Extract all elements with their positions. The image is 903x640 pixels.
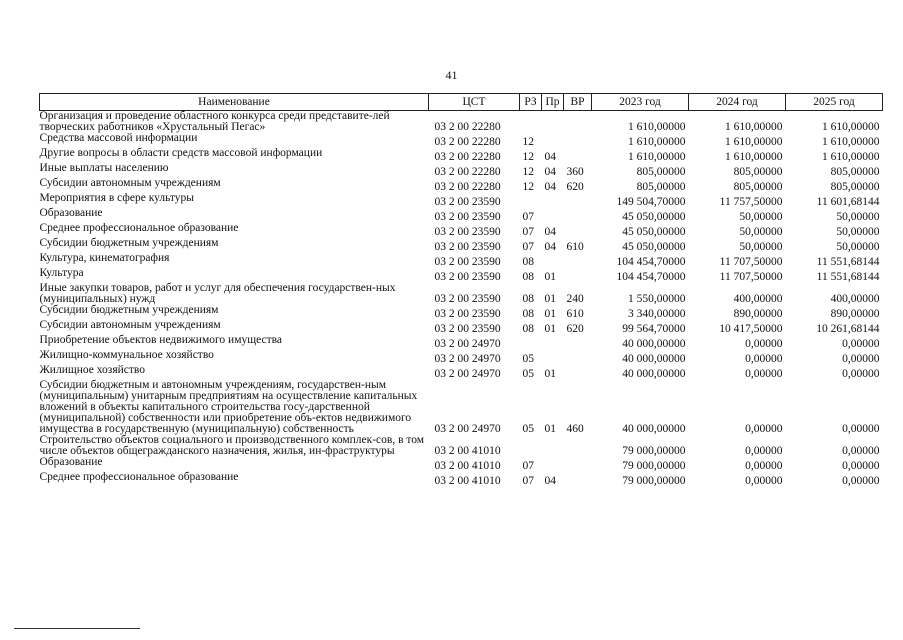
row-name: Среднее профессиональное образование [39, 471, 239, 483]
table-row [40, 268, 883, 283]
row-2024: 1 610,00000 [725, 121, 783, 133]
table-row [40, 435, 883, 457]
row-cst: 03 2 00 22280 [434, 166, 501, 178]
table-row [40, 365, 883, 380]
row-2023: 40 000,00000 [622, 423, 686, 435]
row-vr [564, 365, 592, 380]
row-2025: 0,00000 [842, 368, 880, 380]
row-cst: 03 2 00 22280 [434, 121, 501, 133]
row-cst: 03 2 00 23590 [434, 293, 501, 305]
row-name: Субсидии бюджетным учреждениям [39, 304, 219, 316]
row-2025: 10 261,68144 [816, 323, 880, 335]
row-vr: 620 [566, 323, 584, 335]
row-cst: 03 2 00 23590 [434, 308, 501, 320]
row-name: Культура [39, 267, 84, 279]
row-2024: 805,00000 [733, 166, 783, 178]
row-2024: 805,00000 [733, 181, 783, 193]
row-vr [564, 133, 592, 148]
table-row [40, 193, 883, 208]
header-cst: ЦСТ [429, 94, 520, 111]
row-cst: 03 2 00 24970 [434, 423, 501, 435]
row-pr [542, 208, 564, 223]
row-pr: 01 [544, 271, 556, 283]
row-2025: 0,00000 [842, 475, 880, 487]
row-rz: 08 [522, 256, 534, 268]
row-2025: 0,00000 [842, 445, 880, 457]
page-number: 41 [445, 68, 458, 82]
row-cst: 03 2 00 23590 [434, 241, 501, 253]
row-rz: 12 [522, 136, 534, 148]
table-row [40, 283, 883, 305]
header-vr: ВР [564, 94, 592, 111]
row-2025: 0,00000 [842, 460, 880, 472]
row-name: Средства массовой информации [39, 132, 198, 144]
table-row [40, 111, 883, 134]
row-2024: 0,00000 [745, 445, 783, 457]
table-row [40, 350, 883, 365]
row-cst: 03 2 00 24970 [434, 353, 501, 365]
row-2023: 40 000,00000 [622, 368, 686, 380]
table-row [40, 335, 883, 350]
row-pr: 01 [544, 293, 556, 305]
row-rz: 08 [522, 308, 534, 320]
row-name: Культура, кинематография [39, 252, 170, 264]
table-row [40, 148, 883, 163]
table-row [40, 380, 883, 435]
row-name: Организация и проведение областного конкурса среди представите-лей творческих работников «Хрустальный Пегас» [39, 110, 390, 133]
row-pr: 01 [544, 323, 556, 335]
row-vr [564, 472, 592, 487]
row-2025: 0,00000 [842, 338, 880, 350]
row-cst: 03 2 00 24970 [434, 338, 501, 350]
row-pr [542, 193, 564, 208]
row-2025: 400,00000 [830, 293, 880, 305]
row-2025: 50,00000 [836, 211, 880, 223]
table-row [40, 163, 883, 178]
row-vr [564, 208, 592, 223]
row-rz: 05 [522, 353, 534, 365]
row-2025: 11 551,68144 [816, 256, 880, 268]
row-2024: 400,00000 [733, 293, 783, 305]
row-2025: 805,00000 [830, 181, 880, 193]
row-2024: 11 757,50000 [719, 196, 783, 208]
row-2024: 0,00000 [745, 475, 783, 487]
row-vr [564, 435, 592, 457]
row-rz: 08 [522, 293, 534, 305]
row-rz [520, 335, 542, 350]
row-name: Мероприятия в сфере культуры [39, 192, 195, 204]
row-rz [520, 111, 542, 134]
row-pr [542, 350, 564, 365]
row-name: Субсидии автономным учреждениям [39, 319, 221, 331]
row-cst: 03 2 00 22280 [434, 151, 501, 163]
row-name: Субсидии бюджетным и автономным учреждениям, государствен-ным (муниципальным) унитарным предприятиям на осуществление капитальных вложений в объекты капитального строительства госу-дарственной (муниципальной) собственности или приобретение объ-ектов недвижимого имущества в государственную (муниципальную) собственность [39, 379, 418, 435]
row-2023: 149 504,70000 [616, 196, 686, 208]
row-2023: 1 550,00000 [628, 293, 686, 305]
row-cst: 03 2 00 22280 [434, 136, 501, 148]
row-2023: 99 564,70000 [622, 323, 686, 335]
row-pr [542, 457, 564, 472]
row-2023: 45 050,00000 [622, 241, 686, 253]
row-2023: 45 050,00000 [622, 211, 686, 223]
row-pr [542, 111, 564, 134]
row-pr [542, 435, 564, 457]
row-pr [542, 133, 564, 148]
row-pr: 01 [544, 308, 556, 320]
row-2023: 1 610,00000 [628, 151, 686, 163]
table-row [40, 223, 883, 238]
row-2023: 79 000,00000 [622, 445, 686, 457]
row-vr: 620 [566, 181, 584, 193]
row-cst: 03 2 00 24970 [434, 368, 501, 380]
row-vr: 240 [566, 293, 584, 305]
row-2024: 11 707,50000 [719, 256, 783, 268]
row-pr: 01 [544, 423, 556, 435]
row-pr: 01 [544, 368, 556, 380]
row-vr [564, 457, 592, 472]
row-name: Жилищно-коммунальное хозяйство [39, 349, 214, 361]
row-2023: 40 000,00000 [622, 338, 686, 350]
row-name: Субсидии автономным учреждениям [39, 177, 221, 189]
row-2024: 0,00000 [745, 368, 783, 380]
header-name: Наименование [40, 94, 429, 111]
table-row [40, 305, 883, 320]
row-2023: 104 454,70000 [616, 256, 686, 268]
row-2023: 79 000,00000 [622, 475, 686, 487]
table-row [40, 133, 883, 148]
row-2023: 1 610,00000 [628, 121, 686, 133]
row-2024: 1 610,00000 [725, 136, 783, 148]
row-2023: 40 000,00000 [622, 353, 686, 365]
row-2025: 1 610,00000 [822, 121, 880, 133]
row-2023: 3 340,00000 [628, 308, 686, 320]
row-vr [564, 223, 592, 238]
row-vr [564, 350, 592, 365]
row-cst: 03 2 00 23590 [434, 226, 501, 238]
row-2025: 1 610,00000 [822, 151, 880, 163]
row-2024: 0,00000 [745, 460, 783, 472]
row-cst: 03 2 00 23590 [434, 211, 501, 223]
row-vr: 360 [566, 166, 584, 178]
row-vr [564, 111, 592, 134]
row-2023: 1 610,00000 [628, 136, 686, 148]
row-cst: 03 2 00 22280 [434, 181, 501, 193]
row-cst: 03 2 00 41010 [434, 460, 501, 472]
row-rz: 05 [522, 423, 534, 435]
row-name: Субсидии бюджетным учреждениям [39, 237, 219, 249]
row-name: Строительство объектов социального и производственного комплек-сов, в том числе объектов общегражданского назначения, жилья, ин-фраструктуры [39, 434, 425, 457]
row-2024: 10 417,50000 [719, 323, 783, 335]
row-name: Образование [39, 207, 103, 219]
table-body [40, 111, 883, 488]
row-rz: 12 [522, 151, 534, 163]
row-vr: 610 [566, 308, 584, 320]
row-2023: 45 050,00000 [622, 226, 686, 238]
row-pr: 04 [544, 475, 556, 487]
row-rz: 07 [522, 460, 534, 472]
row-rz: 12 [522, 166, 534, 178]
row-2024: 50,00000 [739, 211, 783, 223]
table-header-row [40, 94, 883, 111]
row-2024: 50,00000 [739, 241, 783, 253]
table-row [40, 320, 883, 335]
row-cst: 03 2 00 23590 [434, 271, 501, 283]
row-vr [564, 268, 592, 283]
row-pr: 04 [544, 226, 556, 238]
row-pr: 04 [544, 181, 556, 193]
row-rz: 05 [522, 368, 534, 380]
row-2023: 805,00000 [636, 166, 686, 178]
row-rz: 07 [522, 226, 534, 238]
row-rz: 07 [522, 211, 534, 223]
table-row [40, 253, 883, 268]
row-rz: 08 [522, 271, 534, 283]
row-2025: 0,00000 [842, 353, 880, 365]
row-2024: 0,00000 [745, 353, 783, 365]
row-name: Жилищное хозяйство [39, 364, 146, 376]
budget-table [39, 93, 883, 487]
row-2025: 11 551,68144 [816, 271, 880, 283]
row-2023: 79 000,00000 [622, 460, 686, 472]
row-rz: 08 [522, 323, 534, 335]
row-2025: 0,00000 [842, 423, 880, 435]
row-cst: 03 2 00 23590 [434, 256, 501, 268]
header-2025: 2025 год [786, 94, 883, 111]
row-2024: 890,00000 [733, 308, 783, 320]
row-pr [542, 253, 564, 268]
table-row [40, 208, 883, 223]
row-rz: 07 [522, 241, 534, 253]
row-2024: 0,00000 [745, 338, 783, 350]
row-cst: 03 2 00 41010 [434, 445, 501, 457]
header-rz: РЗ [520, 94, 542, 111]
row-name: Приобретение объектов недвижимого имущества [39, 334, 282, 346]
table-row [40, 457, 883, 472]
row-name: Среднее профессиональное образование [39, 222, 239, 234]
row-name: Иные выплаты населению [39, 162, 169, 174]
row-2025: 50,00000 [836, 226, 880, 238]
row-2025: 890,00000 [830, 308, 880, 320]
row-rz: 12 [522, 181, 534, 193]
row-vr [564, 335, 592, 350]
row-2023: 104 454,70000 [616, 271, 686, 283]
table-row [40, 178, 883, 193]
row-rz [520, 193, 542, 208]
table-row [40, 238, 883, 253]
row-pr: 04 [544, 151, 556, 163]
row-name: Другие вопросы в области средств массовой информации [39, 147, 323, 159]
row-vr: 610 [566, 241, 584, 253]
row-vr [564, 148, 592, 163]
row-name: Образование [39, 456, 103, 468]
row-2025: 11 601,68144 [816, 196, 880, 208]
row-vr [564, 253, 592, 268]
row-2024: 0,00000 [745, 423, 783, 435]
row-cst: 03 2 00 23590 [434, 323, 501, 335]
row-vr: 460 [566, 423, 584, 435]
row-rz [520, 435, 542, 457]
table-row [40, 472, 883, 487]
header-2024: 2024 год [689, 94, 786, 111]
row-2024: 11 707,50000 [719, 271, 783, 283]
row-pr [542, 335, 564, 350]
row-pr: 04 [544, 241, 556, 253]
row-2025: 50,00000 [836, 241, 880, 253]
header-pr: Пр [542, 94, 564, 111]
row-2024: 1 610,00000 [725, 151, 783, 163]
row-2025: 805,00000 [830, 166, 880, 178]
row-cst: 03 2 00 23590 [434, 196, 501, 208]
row-2025: 1 610,00000 [822, 136, 880, 148]
row-rz: 07 [522, 475, 534, 487]
row-cst: 03 2 00 41010 [434, 475, 501, 487]
footnote-divider [14, 628, 140, 629]
row-2023: 805,00000 [636, 181, 686, 193]
row-vr [564, 193, 592, 208]
row-pr: 04 [544, 166, 556, 178]
row-2024: 50,00000 [739, 226, 783, 238]
header-2023: 2023 год [592, 94, 689, 111]
row-name: Иные закупки товаров, работ и услуг для обеспечения государствен-ных (муниципальных) нужд [39, 282, 396, 305]
